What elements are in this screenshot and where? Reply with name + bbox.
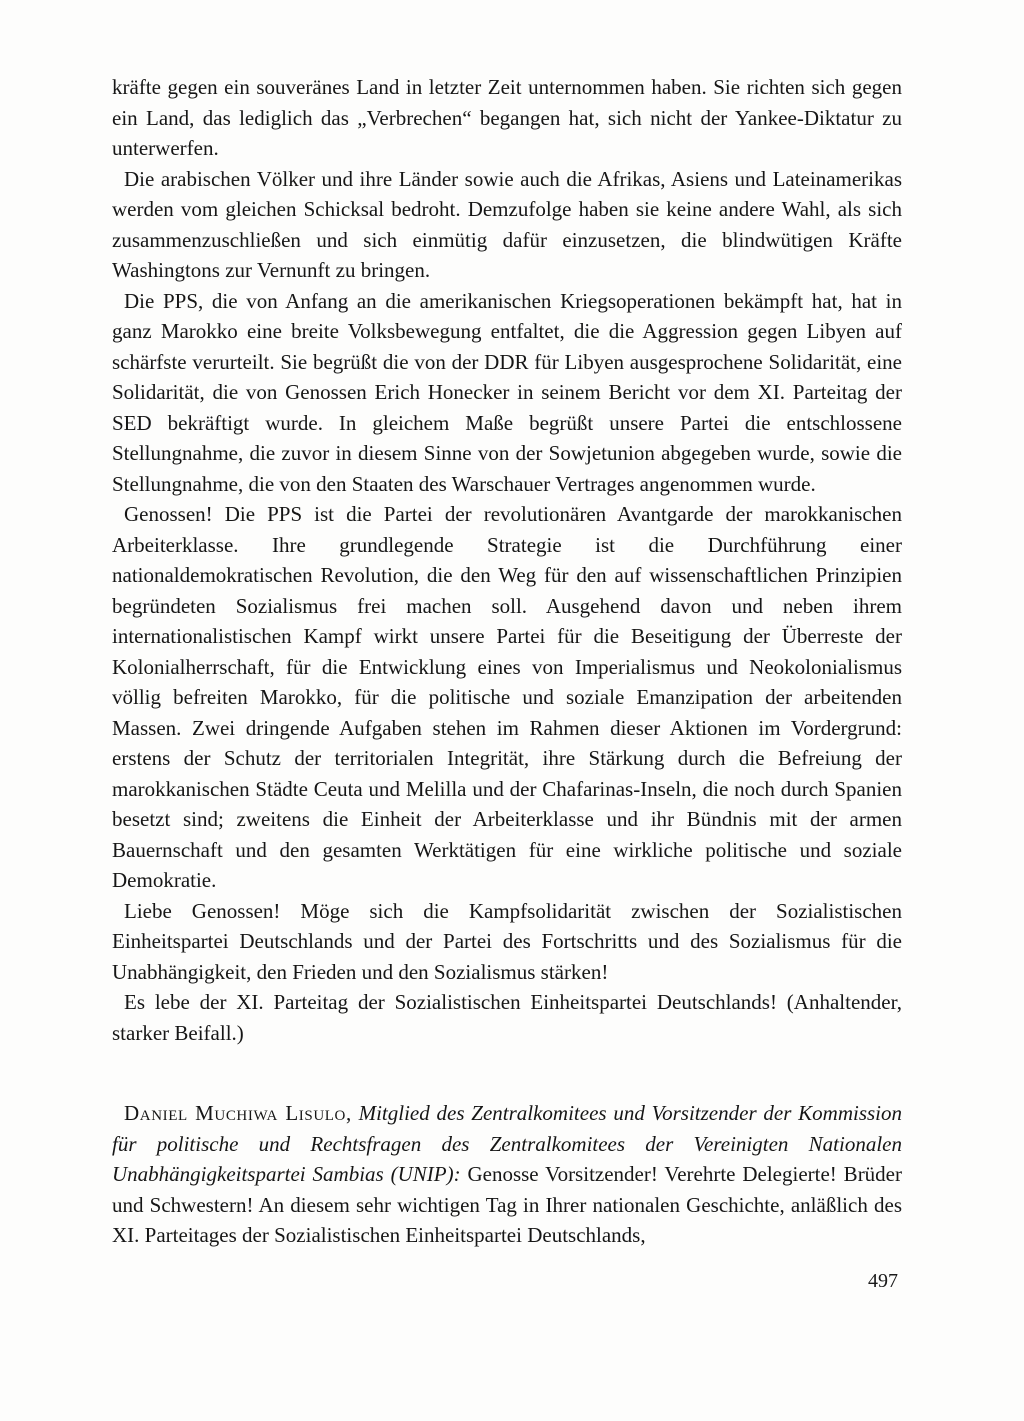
body-text: [112, 72, 902, 1251]
paragraph-closing: Es lebe der XI. Parteitag der Sozialistischen Einheitspartei Deutschlands! (Anhaltender, starker Beifall.): [112, 990, 902, 1045]
paragraph-continuation: kräfte gegen ein souveränes Land in letzter Zeit unternommen haben. Sie richten sich gegen ein Land, das lediglich das „Verbrechen“ begangen hat, sich nicht der Yankee-Diktatur zu unterwerfen.: [112, 75, 902, 160]
speaker-paragraph: [112, 1098, 902, 1251]
paragraph-arab-peoples: Die arabischen Völker und ihre Länder sowie auch die Afrikas, Asiens und Lateinamerikas werden vom gleichen Schicksal bedroht. Demzufolge haben sie keine andere Wahl, als sich zusammenzuschließen und sich einmütig dafür einzusetzen, die blindwütigen Kräfte Washingtons zur Vernunft zu bringen.: [112, 166, 902, 282]
speaker-text: Genosse Vorsitzender! Verehrte Delegierte! Brüder und Schwestern! An diesem sehr wichtigen Tag in Ihrer nationalen Geschichte, anläßlich des XI. Parteitages der Sozialistischen Einheitspartei Deutschlands,: [112, 1162, 902, 1247]
paragraph-pps-strategy: Genossen! Die PPS ist die Partei der revolutionären Avantgarde der marokkanischen Arbeiterklasse. Ihre grundlegende Strategie ist die Durchführung einer nationaldemokratischen Revolution, die den Weg für den auf wissenschaftlichen Prinzipien begründeten Sozialismus frei machen soll. Ausgehend davon und neben ihrem internationalistischen Kampf wirkt unsere Partei für die Beseitigung der Überreste der Kolonialherrschaft, für die Entwicklung eines von Imperialismus und Neokolonialismus völlig befreiten Marokko, für die politische und soziale Emanzipation der arbeitenden Massen. Zwei dringende Aufgaben stehen im Rahmen dieser Aktionen im Vordergrund: erstens der Schutz der territorialen Integrität, ihre Stärkung durch die Befreiung der marokkanischen Städte Ceuta und Melilla und der Chafarinas-Inseln, die noch durch Spanien besetzt sind; zweitens die Einheit der Arbeiterklasse und ihr Bündnis mit der armen Bauernschaft und den gesamten Werktätigen für eine wirkliche politische und soziale Demokratie.: [112, 502, 902, 892]
paragraph-solidarity: Liebe Genossen! Möge sich die Kampfsolidarität zwischen der Sozialistischen Einheitspartei Deutschlands und der Partei des Fortschritts und des Sozialismus für die Unabhängigkeit, den Frieden und den Sozialismus stärken!: [112, 898, 902, 984]
page-number: 497: [868, 1270, 898, 1292]
paragraph-pps-libya: Die PPS, die von Anfang an die amerikanischen Kriegsoperationen bekämpft hat, hat in ganz Marokko eine breite Volksbewegung entfaltet, die die Aggression gegen Libyen auf schärfste verurteilt. Sie begrüßt die von der DDR für Libyen ausgesprochene Solidarität, eine Solidarität, die von Genossen Erich Honecker in seinem Bericht vor dem XI. Parteitag der SED bekräftigt wurde. In gleichem Maße begrüßt unsere Partei die entschlossene Stellungnahme, die zuvor in diesem Sinne von der Sowjetunion abgegeben wurde, sowie die Stellungnahme, die von den Staaten des Warschauer Vertrages angenommen wurde.: [112, 288, 902, 496]
speaker-role: Mitglied des Zentralkomitees und Vorsitzender der Kommission für politische und Rechtsfragen des Zentralkomitees der Vereinigten Nationalen Unabhängigkeitspartei Sambias (UNIP):: [112, 1101, 902, 1186]
speaker-name: Daniel Muchiwa Lisulo,: [124, 1101, 352, 1125]
